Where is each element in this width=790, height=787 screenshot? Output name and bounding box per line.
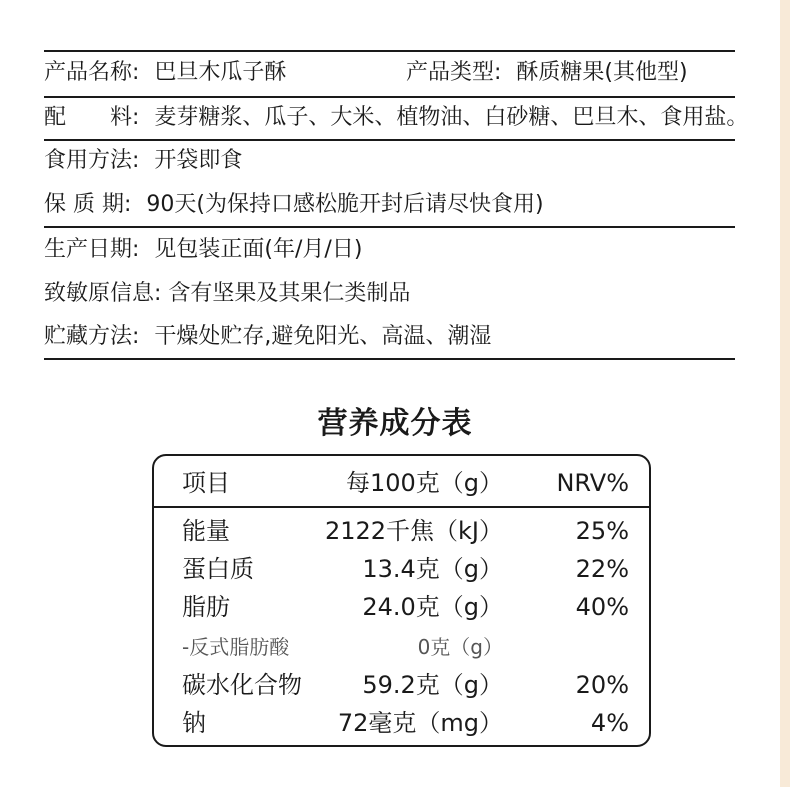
row-per100: 13.4克（g）	[362, 555, 503, 583]
row-per100: 2122千焦（kJ）	[324, 517, 503, 545]
row-nrv: 20%	[575, 671, 629, 699]
divider-3	[44, 226, 735, 228]
row-nrv: 22%	[575, 555, 629, 583]
shelf-life-label: 保 质 期:	[44, 192, 132, 217]
nutrition-table	[152, 454, 651, 747]
storage-value: 干燥处贮存,避免阳光、高温、潮湿	[154, 324, 492, 349]
ingredients-label: 配 料:	[44, 105, 140, 130]
usage-label: 食用方法:	[44, 148, 140, 173]
storage-label: 贮藏方法:	[44, 324, 140, 349]
nutrition-title: 营养成分表	[317, 406, 473, 441]
allergen-value: 含有坚果及其果仁类制品	[168, 281, 411, 306]
row-per100: 59.2克（g）	[362, 671, 503, 699]
product-type-row	[406, 59, 688, 87]
row-nrv: 40%	[575, 593, 629, 621]
product-name-row	[44, 59, 286, 87]
bottom-rule	[44, 358, 735, 360]
allergen-label: 致敏原信息:	[44, 281, 162, 306]
row-item: 碳水化合物	[182, 671, 302, 699]
row-nrv: 25%	[575, 517, 629, 545]
product-type-label: 产品类型:	[406, 60, 502, 85]
row-item: 能量	[182, 517, 230, 545]
row-per100: 24.0克（g）	[362, 593, 503, 621]
usage-value: 开袋即食	[154, 148, 243, 173]
top-rule	[44, 50, 735, 52]
header-item: 项目	[182, 469, 230, 497]
production-date-value: 见包装正面(年/月/日)	[154, 237, 363, 262]
allergen-row	[44, 280, 410, 308]
row-item-sub: -反式脂肪酸	[182, 635, 290, 659]
product-name-label: 产品名称:	[44, 60, 140, 85]
product-type-value: 酥质糖果(其他型)	[516, 60, 688, 85]
shelf-life-row	[44, 191, 544, 219]
divider-1	[44, 96, 735, 98]
row-nrv: 4%	[590, 709, 629, 737]
edge-accent-strip	[780, 0, 790, 787]
production-date-row	[44, 236, 362, 264]
ingredients-row	[44, 104, 748, 132]
product-name-value: 巴旦木瓜子酥	[154, 60, 287, 85]
row-per100-sub: 0克（g）	[417, 635, 503, 659]
row-item: 脂肪	[182, 593, 230, 621]
divider-2	[44, 139, 735, 141]
production-date-label: 生产日期:	[44, 237, 140, 262]
header-per100: 每100克（g）	[345, 469, 503, 497]
header-nrv: NRV%	[556, 469, 629, 497]
ingredients-value: 麦芽糖浆、瓜子、大米、植物油、白砂糖、巴旦木、食用盐。	[154, 105, 749, 130]
usage-row	[44, 147, 242, 175]
row-item: 蛋白质	[182, 555, 254, 583]
storage-row	[44, 323, 491, 351]
row-per100: 72毫克（mg）	[337, 709, 503, 737]
row-item: 钠	[182, 709, 206, 737]
shelf-life-value: 90天(为保持口感松脆开封后请尽快食用)	[146, 192, 544, 217]
header-separator	[154, 506, 649, 508]
